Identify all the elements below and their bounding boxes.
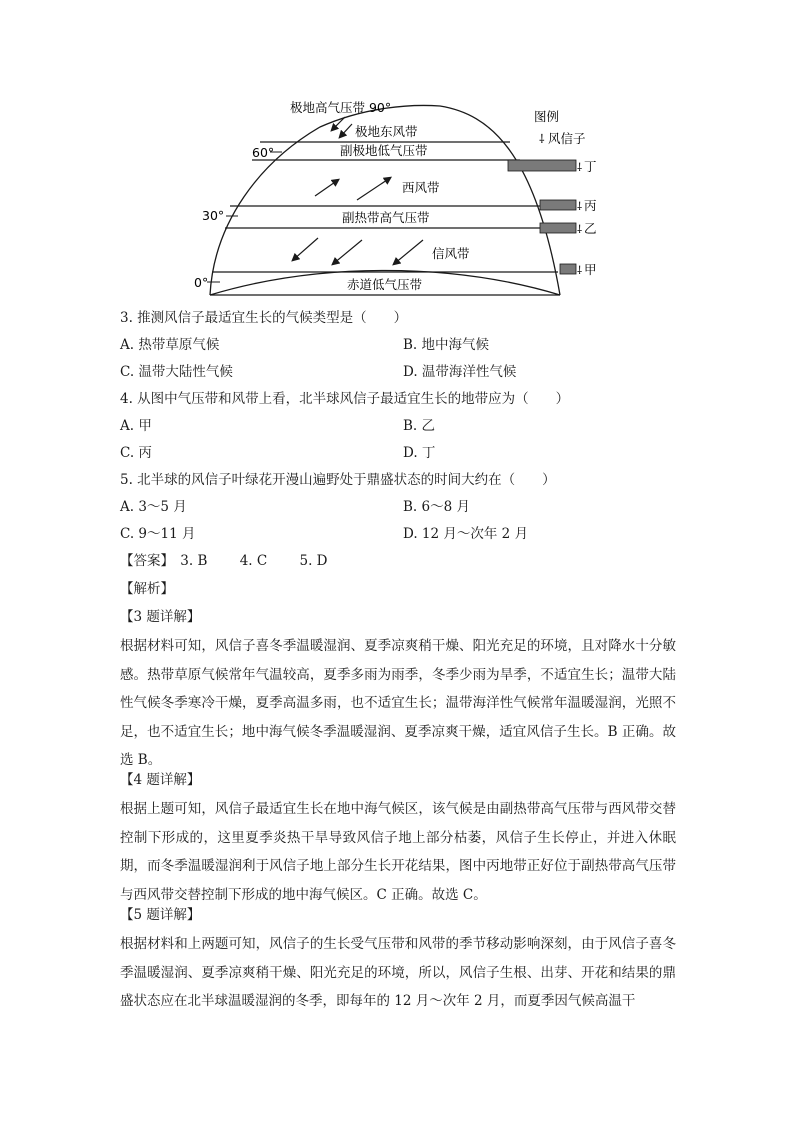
answer-4: 4. C bbox=[239, 553, 268, 569]
label-polar-easterlies: 极地东风带 bbox=[355, 124, 418, 139]
zone-bar-bing bbox=[540, 200, 576, 210]
detail-4-text: 根据上题可知，风信子最适宜生长在地中海气候区，该气候是由副热带高气压带与西风带交替控制下形成的，这里夏季炎热干旱导致风信子地上部分枯萎，风信子生长停止，并进入休眠期，而冬季温暖湿润利于风信子地上部分生长开花结果，图中丙地带正好位于副热带高气压带与西风带交替控制下形成的地中海气候区。C 正确。故选 C。 bbox=[120, 801, 676, 903]
label-lat-0: 0° bbox=[194, 275, 209, 290]
q3-option-d: D. 温带海洋性气候 bbox=[403, 364, 517, 380]
label-polar-high: 极地高气压带 90° bbox=[290, 100, 392, 115]
zone-bar-jia bbox=[560, 264, 576, 274]
zone-label-ding: 丁 bbox=[584, 159, 597, 174]
label-lat-30: 30° bbox=[202, 208, 225, 223]
q3-option-a: A. 热带草原气候 bbox=[120, 337, 220, 353]
arrow-easterly-1 bbox=[332, 117, 345, 130]
question-5-stem: 5. 北半球的风信子叶绿花开漫山遍野处于鼎盛状态的时间大约在（ ） bbox=[120, 472, 556, 488]
arrow-westerly-2 bbox=[357, 178, 390, 200]
answer-line bbox=[120, 548, 328, 575]
label-lat-60: 60° bbox=[252, 145, 275, 160]
detail-3-text: 根据材料可知，风信子喜冬季温暖湿润、夏季凉爽稍干燥、阳光充足的环境，且对降水十分敏感。热带草原气候常年气温较高，夏季多雨为雨季，冬季少雨为旱季，不适宜生长；温带大陆性气候冬季寒冷干燥，夏季高温多雨，也不适宜生长；温带海洋性气候常年温暖湿润，光照不足，也不适宜生长；地中海气候冬季温暖湿润、夏季凉爽干燥，适宜风信子生长。B 正确。故选 B。 bbox=[120, 638, 676, 769]
detail-3-heading: 【3 题详解】 bbox=[120, 609, 201, 625]
detail-5-text: 根据材料和上两题可知，风信子的生长受气压带和风带的季节移动影响深刻，由于风信子喜冬季温暖湿润、夏季凉爽稍干燥、阳光充足的环境，所以，风信子生根、出芽、开花和结果的鼎盛状态应在北半球温暖湿润的冬季，即每年的 12 月～次年 2 月，而夏季因气候高温干 bbox=[120, 936, 676, 1010]
detail-4-heading: 【4 题详解】 bbox=[120, 772, 201, 788]
arrow-trade-1 bbox=[293, 238, 318, 260]
label-subpolar-low: 副极地低气压带 bbox=[340, 143, 428, 158]
q5-option-d: D. 12 月～次年 2 月 bbox=[403, 526, 529, 542]
question-3-stem: 3. 推测风信子最适宜生长的气候类型是（ ） bbox=[120, 310, 408, 326]
arrow-trade-2 bbox=[333, 240, 362, 264]
zone-label-jia: 甲 bbox=[584, 262, 597, 277]
q4-option-b: B. 乙 bbox=[403, 418, 436, 434]
question-4-stem: 4. 从图中气压带和风带上看，北半球风信子最适宜生长的地带应为（ ） bbox=[120, 391, 570, 407]
arrow-trade-3 bbox=[394, 240, 423, 264]
label-trade-winds: 信风带 bbox=[432, 246, 470, 261]
zone-icon-yi: ⸸ bbox=[577, 223, 583, 236]
zone-bar-yi bbox=[540, 223, 576, 233]
zone-icon-bing: ⸸ bbox=[577, 200, 583, 213]
q4-option-a: A. 甲 bbox=[120, 418, 152, 434]
detail-5-heading: 【5 题详解】 bbox=[120, 907, 201, 923]
q4-option-c: C. 丙 bbox=[120, 445, 152, 461]
q5-option-c: C. 9～11 月 bbox=[120, 526, 196, 542]
zone-label-bing: 丙 bbox=[584, 198, 597, 213]
label-equatorial-low: 赤道低气压带 bbox=[347, 277, 423, 292]
zone-icon-jia: ⸸ bbox=[577, 264, 583, 277]
label-westerlies: 西风带 bbox=[402, 180, 440, 195]
legend-title: 图例 bbox=[534, 109, 560, 124]
q5-option-a: A. 3～5 月 bbox=[120, 499, 187, 515]
q3-option-b: B. 地中海气候 bbox=[403, 337, 490, 353]
q5-option-b: B. 6～8 月 bbox=[403, 499, 470, 515]
answer-label: 【答案】 bbox=[120, 553, 174, 569]
zone-bar-ding bbox=[508, 160, 576, 171]
arrow-westerly-1 bbox=[315, 180, 338, 196]
pressure-wind-belt-diagram bbox=[190, 92, 610, 302]
answer-5: 5. D bbox=[299, 553, 328, 569]
q3-option-c: C. 温带大陆性气候 bbox=[120, 364, 233, 380]
label-subtropical-high: 副热带高气压带 bbox=[342, 210, 430, 225]
q4-option-d: D. 丁 bbox=[403, 445, 436, 461]
legend-item-label: 风信子 bbox=[548, 131, 586, 146]
zone-label-yi: 乙 bbox=[584, 221, 597, 236]
legend-hyacinth-icon: ⸸ bbox=[539, 132, 545, 146]
arrow-easterly-2 bbox=[340, 124, 352, 137]
answer-3: 3. B bbox=[180, 553, 208, 569]
zone-icon-ding: ⸸ bbox=[577, 161, 583, 174]
analysis-label: 【解析】 bbox=[120, 581, 174, 597]
